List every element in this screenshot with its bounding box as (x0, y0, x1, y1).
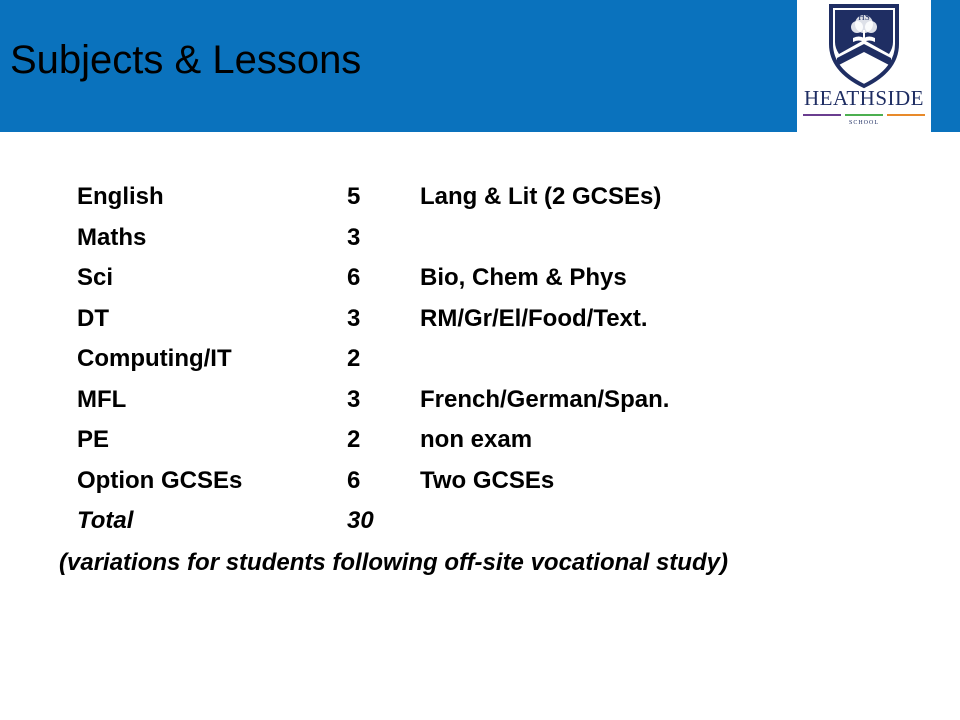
lesson-count: 6 (347, 466, 361, 494)
lesson-count: 2 (347, 345, 361, 372)
lesson-count: 6 (347, 264, 361, 291)
school-logo (797, 0, 931, 132)
subject-name: Maths (77, 223, 147, 251)
footnote: (variations for students following off-site vocational study) (59, 549, 728, 576)
logo-subtitle: SCHOOL (848, 120, 879, 126)
subject-note: non exam (420, 426, 533, 453)
logo-wordmark: HEATHSIDE (804, 86, 924, 110)
slide-header (0, 0, 960, 132)
subject-name: DT (77, 304, 109, 332)
subject-name: Sci (77, 264, 114, 291)
logo-stripe-purple (803, 114, 841, 116)
subject-note: RM/Gr/El/Food/Text. (420, 304, 648, 332)
lesson-count: 3 (347, 385, 361, 413)
logo-stripe-green (845, 114, 883, 116)
subject-name: Option GCSEs (77, 466, 243, 494)
lesson-count: 3 (347, 304, 361, 332)
subject-note: Lang & Lit (2 GCSEs) (420, 183, 662, 210)
subject-name: PE (77, 426, 110, 453)
subject-note: Bio, Chem & Phys (420, 264, 627, 291)
subject-name: Computing/IT (77, 345, 232, 372)
subject-name: MFL (77, 385, 127, 413)
svg-text:HS: HS (858, 12, 870, 22)
subject-note: French/German/Span. (420, 385, 670, 413)
subject-name: English (77, 183, 164, 210)
crest-icon (797, 0, 931, 90)
total-lessons: 30 (347, 507, 374, 534)
logo-stripe-orange (887, 114, 925, 116)
lesson-count: 5 (347, 183, 361, 210)
total-label: Total (77, 507, 134, 534)
slide-title: Subjects & Lessons (10, 38, 362, 82)
lesson-count: 3 (347, 223, 361, 251)
subject-note: Two GCSEs (420, 466, 555, 494)
lesson-count: 2 (347, 426, 361, 453)
